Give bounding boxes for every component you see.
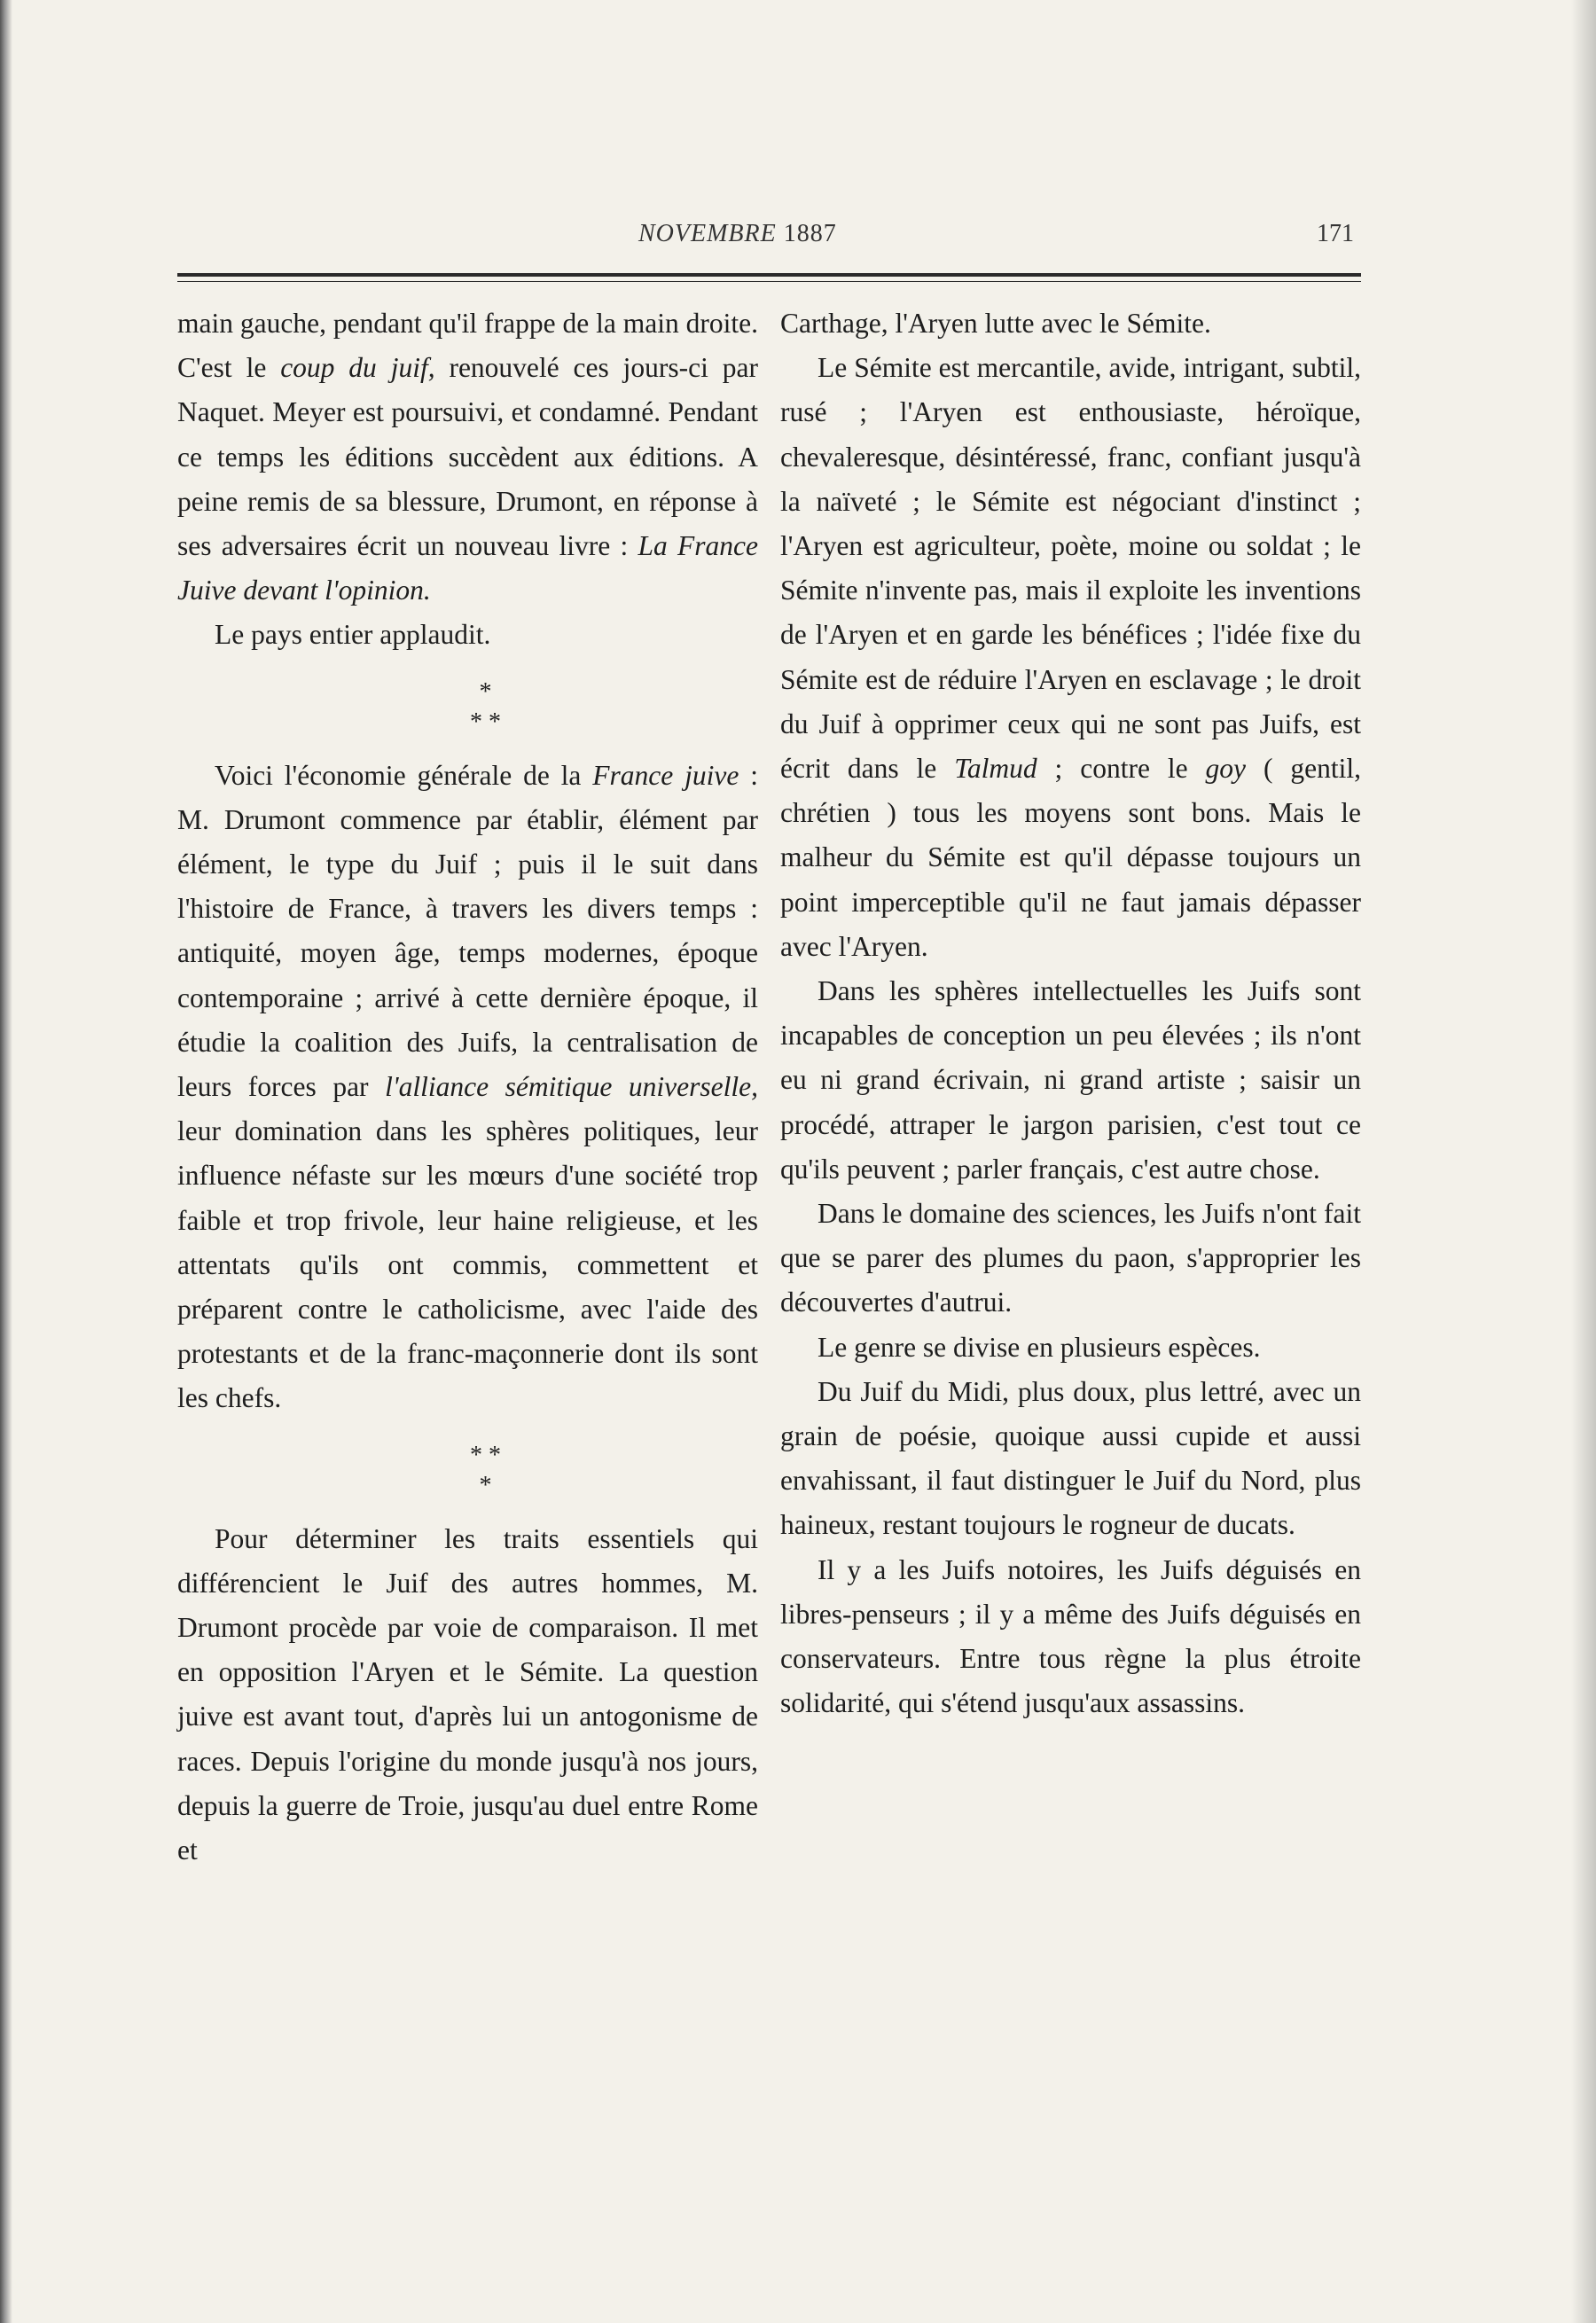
paragraph: Le genre se divise en plusieurs espèces. (818, 1331, 1261, 1363)
paragraph-text: : M. Drumont commence par établir, élément par élément, le type du Juif ; puis il le suit dans l'histoire de France, à travers les divers temps : antiquité, moyen âge, temps modernes, époque contemporaine ; arrivé à cette dernière époque, il étudie la coalition des Juifs, la centralisation de leurs forces par (177, 759, 758, 1103)
asterism-top: * (479, 677, 492, 706)
paragraph (177, 301, 758, 613)
section-separator-asterism (177, 677, 758, 738)
paragraph: Dans les sphères intellectuelles les Juifs sont incapables de conception un peu élevées ; ils n'ont eu ni grand écrivain, ni grand artiste ; saisir un procédé, attraper le jargon parisien, c'est tout ce qu'ils peuvent ; parler français, c'est autre chose. (780, 975, 1361, 1185)
running-title-year: 1887 (783, 220, 837, 247)
running-title (638, 220, 837, 248)
paragraph-text: Voici l'économie générale de la (215, 759, 593, 791)
asterism-bottom: * * (470, 708, 501, 736)
right-column (780, 301, 1361, 1726)
paragraph-text: ; contre le (1037, 753, 1206, 785)
paragraph-text: ( gentil, chrétien ) tous les moyens sont bons. Mais le malheur du Sémite est qu'il dépasse toujours un point imperceptible qu'il ne faut jamais dépasser avec l'Aryen. (780, 753, 1361, 962)
paragraph-text: leur domination dans les sphères politiques, leur influence néfaste sur les mœurs d'une société trop faible et trop frivole, leur haine religieuse, et les attentats qu'ils ont commis, commettent et préparent contre le catholicisme, avec l'aide des protestants et de la franc-maçonnerie dont ils sont les chefs. (177, 1115, 758, 1414)
asterism-bottom: * (479, 1471, 492, 1499)
paragraph: Carthage, l'Aryen lutte avec le Sémite. (780, 308, 1211, 339)
left-column (177, 301, 758, 1873)
paragraph-text: main gauche, pendant qu'il frappe de la main droite. C'est le (177, 308, 758, 384)
paragraph-text: Le Sémite est mercantile, avide, intrigant, subtil, rusé ; l'Aryen est enthousiaste, héroïque, chevaleresque, désintéressé, franc, confiant jusqu'à la naïveté ; le Sémite est négociant d'instinct ; l'Aryen est agriculteur, poète, moine ou soldat ; le Sémite n'invente pas, mais il exploite les inventions de l'Aryen et en garde les bénéfices ; l'idée fixe du Sémite est de réduire l'Aryen en esclavage ; le droit du Juif à opprimer ceux qui ne sont pas Juifs, est écrit dans le (780, 352, 1361, 785)
book-title: France juive (592, 759, 739, 791)
paragraph: Le pays entier applaudit. (215, 619, 491, 651)
paragraph-text: renouvelé ces jours-ci par Naquet. Meyer est poursuivi, et condamné. Pendant ce temps les éditions succèdent aux éditions. A peine remis de sa blessure, Drumont, en réponse à ses adversaires écrit un nouveau livre : (177, 352, 758, 562)
paragraph: Pour déterminer les traits essentiels qui différencient le Juif des autres hommes, M. Drumont procède par voie de comparaison. Il met en opposition l'Aryen et le Sémite. La question juive est avant tout, d'après lui un antogonisme de races. Depuis l'origine du monde jusqu'à nos jours, depuis la guerre de Troie, jusqu'au duel entre Rome et (177, 1522, 758, 1866)
italic-word: Talmud (954, 753, 1037, 785)
page-edge-shadow (1571, 0, 1596, 2323)
header-rule-thick (177, 273, 1361, 277)
page-header (177, 220, 1361, 259)
paragraph: Dans le domaine des sciences, les Juifs n'ont fait que se parer des plumes du paon, s'approprier les découvertes d'autrui. (780, 1198, 1361, 1318)
header-rule-thin (177, 281, 1361, 282)
italic-phrase: coup du juif, (280, 352, 435, 384)
book-title: La France Juive devant l'opinion. (177, 530, 758, 606)
paragraph: Il y a les Juifs notoires, les Juifs déguisés en libres-penseurs ; il y a même des Juifs déguisés en conservateurs. Entre tous règne la plus étroite solidarité, qui s'étend jusqu'aux assassins. (780, 1553, 1361, 1719)
italic-phrase: l'alliance sémitique universelle, (385, 1071, 758, 1103)
paragraph (177, 754, 758, 1421)
running-title-month: NOVEMBRE (638, 220, 777, 247)
page-number: 171 (1317, 220, 1354, 247)
italic-word: goy (1205, 753, 1247, 785)
paragraph (780, 346, 1361, 969)
asterism-top: * * (470, 1441, 501, 1469)
section-separator-asterism (177, 1441, 758, 1501)
paragraph: Du Juif du Midi, plus doux, plus lettré, avec un grain de poésie, quoique aussi cupide et aussi envahissant, il faut distinguer le Juif du Nord, plus haineux, restant toujours le rogneur de ducats. (780, 1375, 1361, 1541)
page-binding-shadow (0, 0, 12, 2323)
